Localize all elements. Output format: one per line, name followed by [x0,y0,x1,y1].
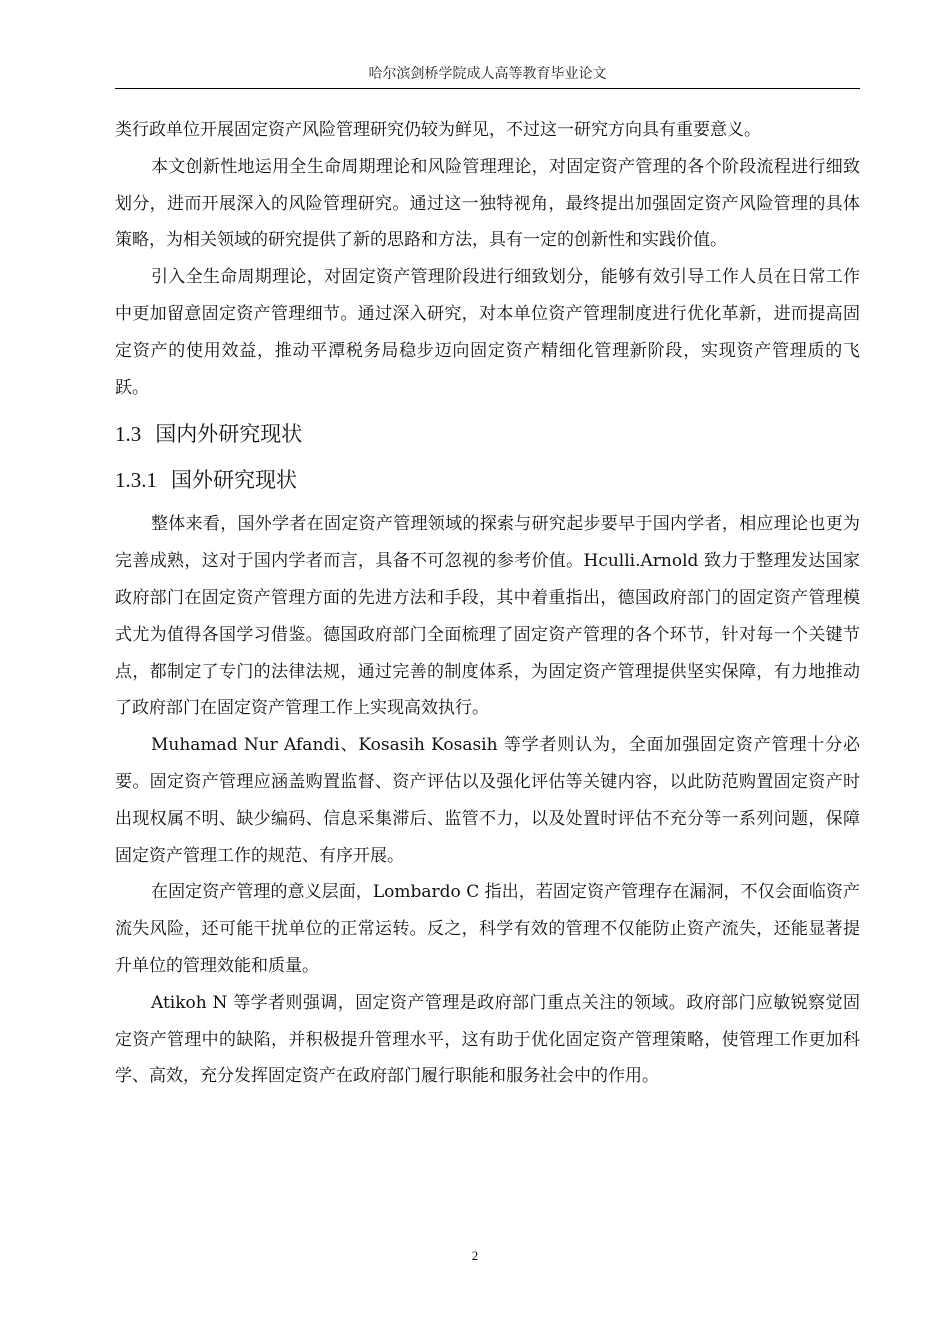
paragraph-lombardo: 在固定资产管理的意义层面，Lombardo C 指出，若固定资产管理存在漏洞，不仅会面临资产流失风险，还可能干扰单位的正常运转。反之，科学有效的管理不仅能防止资产流失，还能显著提升单位的管理效能和质量。 [115,882,860,976]
page-number: 2 [471,1248,479,1263]
running-header [115,62,860,89]
section-heading-1-3 [115,412,860,456]
paragraph-atikoh: Atikoh N 等学者则强调，固定资产管理是政府部门重点关注的领域。政府部门应敏锐察觉固定资产管理中的缺陷，并积极提升管理水平，这有助于优化固定资产管理策略，使管理工作更加科学、高效，充分发挥固定资产在政府部门履行职能和服务社会中的作用。 [115,992,860,1087]
subsection-number: 1.3.1 [115,468,157,493]
section-number: 1.3 [115,422,142,447]
running-header-title: 哈尔滨剑桥学院成人高等教育毕业论文 [368,66,607,82]
paragraph-innovation: 本文创新性地运用全生命周期理论和风险管理理论，对固定资产管理的各个阶段流程进行细致划分，进而开展深入的风险管理研究。通过这一独特视角，最终提出加强固定资产风险管理的具体策略，为相关领域的研究提供了新的思路和方法，具有一定的创新性和实践价值。 [115,156,860,251]
paragraph-afandi: Muhamad Nur Afandi、Kosasih Kosasih 等学者则认为，全面加强固定资产管理十分必要。固定资产管理应涵盖购置监督、资产评估以及强化评估等关键内容，以此防范购置固定资产时出现权属不明、缺少编码、信息采集滞后、监管不力，以及处置时评估不充分等一系列问题，保障固定资产管理工作的规范、有序开展。 [115,735,860,866]
subsection-title: 国外研究现状 [171,468,297,493]
paragraph-lifecycle: 引入全生命周期理论，对固定资产管理阶段进行细致划分，能够有效引导工作人员在日常工作中更加留意固定资产管理细节。通过深入研究，对本单位资产管理制度进行优化革新，进而提高固定资产的使用效益，推动平潭税务局稳步迈向固定资产精细化管理新阶段，实现资产管理质的飞跃。 [115,267,860,398]
paragraph-continued: 类行政单位开展固定资产风险管理研究仍较为鲜见，不过这一研究方向具有重要意义。 [115,120,761,140]
section-title: 国内外研究现状 [155,422,303,447]
page-body [115,112,860,1095]
paragraph-foreign-overview: 整体来看，国外学者在固定资产管理领域的探索与研究起步要早于国内学者，相应理论也更为完善成熟，这对于国内学者而言，具备不可忽视的参考价值。Hculli.Arnold 致力于整理发达国家政府部门在固定资产管理方面的先进方法和手段，其中着重指出，德国政府部门的固定资产管理模式尤为值得各国学习借鉴。德国政府部门全面梳理了固定资产管理的各个环节，针对每一个关键节点，都制定了专门的法律法规，通过完善的制度体系，为固定资产管理提供坚实保障，有力地推动了政府部门在固定资产管理工作上实现高效执行。 [115,514,860,719]
section-heading-1-3-1 [115,458,860,502]
